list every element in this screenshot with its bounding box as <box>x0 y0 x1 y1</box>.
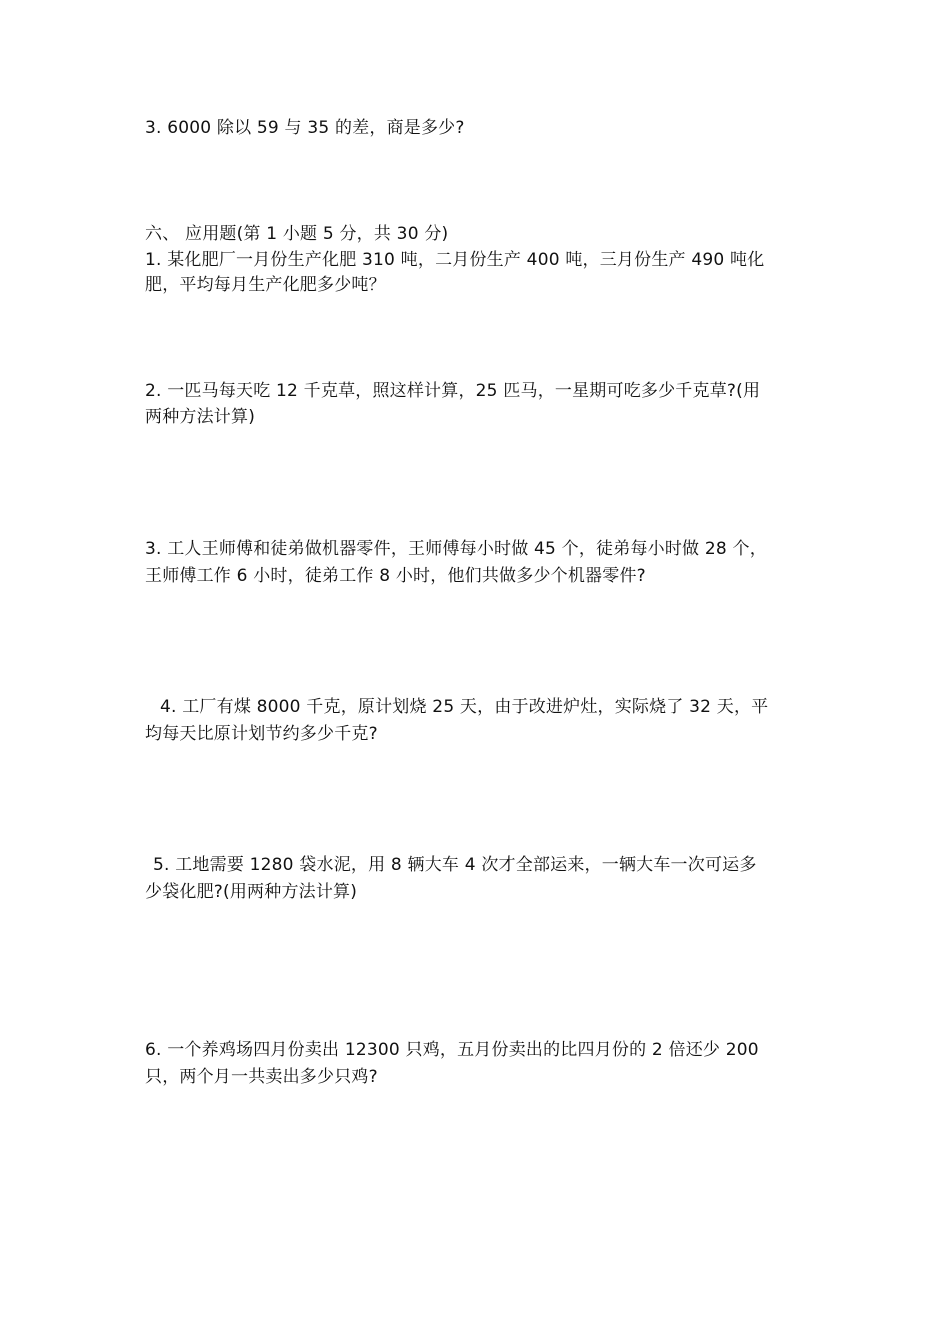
question-6-line-2: 只，两个月一共卖出多少只鸡? <box>145 1067 378 1087</box>
question-2-line-2: 两种方法计算) <box>145 407 256 427</box>
question-3-line-2: 王师傅工作 6 小时，徒弟工作 8 小时，他们共做多少个机器零件? <box>145 566 646 586</box>
question-3-line-1: 3. 工人王师傅和徒弟做机器零件，王师傅每小时做 45 个，徒弟每小时做 28 个， <box>145 539 767 559</box>
question-2-line-1: 2. 一匹马每天吃 12 千克草，照这样计算，25 匹马，一星期可吃多少千克草?(用 <box>145 381 761 401</box>
prior-question-3: 3. 6000 除以 59 与 35 的差，商是多少? <box>145 118 465 138</box>
question-6-line-1: 6. 一个养鸡场四月份卖出 12300 只鸡，五月份卖出的比四月份的 2 倍还少 200 <box>145 1040 759 1060</box>
question-1-line-1: 1. 某化肥厂一月份生产化肥 310 吨，二月份生产 400 吨，三月份生产 490 吨化 <box>145 250 765 270</box>
section-heading: 六、 应用题(第 1 小题 5 分，共 30 分) <box>145 224 449 244</box>
question-5-line-1: 5. 工地需要 1280 袋水泥，用 8 辆大车 4 次才全部运来，一辆大车一次可运多 <box>153 855 757 875</box>
question-5-line-2: 少袋化肥?(用两种方法计算) <box>145 882 358 902</box>
question-4-line-1: 4. 工厂有煤 8000 千克，原计划烧 25 天，由于改进炉灶，实际烧了 32 天，平 <box>160 697 769 717</box>
question-4-line-2: 均每天比原计划节约多少千克? <box>145 724 378 744</box>
question-1-line-2: 肥，平均每月生产化肥多少吨？ <box>145 275 386 295</box>
